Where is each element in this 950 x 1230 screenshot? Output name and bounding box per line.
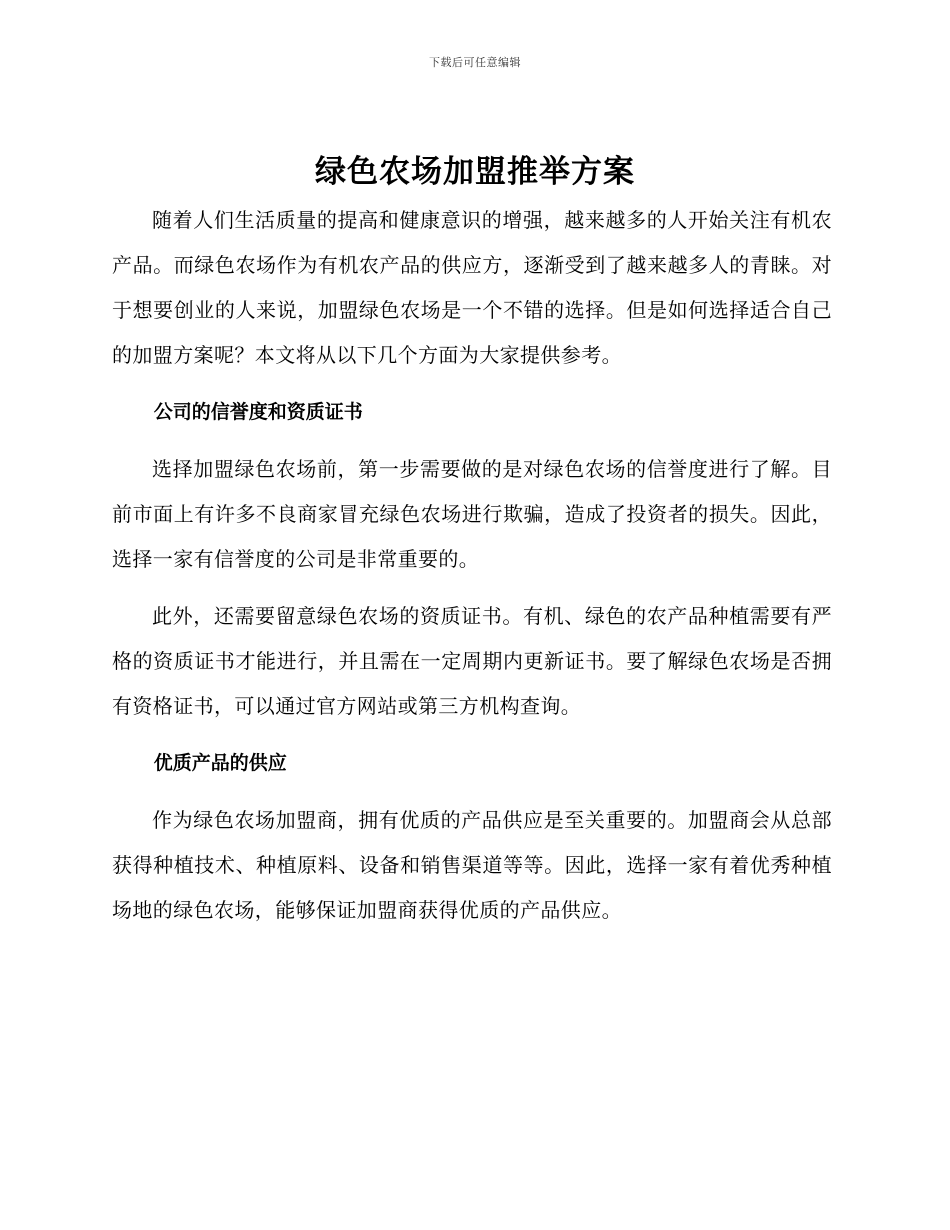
intro-paragraph: 随着人们生活质量的提高和健康意识的增强，越来越多的人开始关注有机农产品。而绿色农场作为有机农产品的供应方，逐渐受到了越来越多人的青睐。对于想要创业的人来说，加盟绿色农场是一个不错的选择。但是如何选择适合自己的加盟方案呢？本文将从以下几个方面为大家提供参考。: [112, 208, 832, 367]
document-body: [112, 198, 832, 945]
header-note: 下载后可任意编辑: [429, 56, 521, 69]
credibility-paragraph-2: 此外，还需要留意绿色农场的资质证书。有机、绿色的农产品种植需要有严格的资质证书才能进行，并且需在一定周期内更新证书。要了解绿色农场是否拥有资格证书，可以通过官方网站或第三方机构查询。: [112, 604, 832, 718]
document-title: 绿色农场加盟推举方案: [315, 154, 635, 190]
section-heading-supply: 优质产品的供应: [153, 752, 287, 774]
section-heading-credibility: 公司的信誉度和资质证书: [153, 401, 363, 423]
credibility-paragraph-1: 选择加盟绿色农场前，第一步需要做的是对绿色农场的信誉度进行了解。目前市面上有许多不良商家冒充绿色农场进行欺骗，造成了投资者的损失。因此，选择一家有信誉度的公司是非常重要的。: [112, 457, 832, 571]
supply-paragraph-1: 作为绿色农场加盟商，拥有优质的产品供应是至关重要的。加盟商会从总部获得种植技术、种植原料、设备和销售渠道等等。因此，选择一家有着优秀种植场地的绿色农场，能够保证加盟商获得优质的产品供应。: [112, 808, 832, 922]
